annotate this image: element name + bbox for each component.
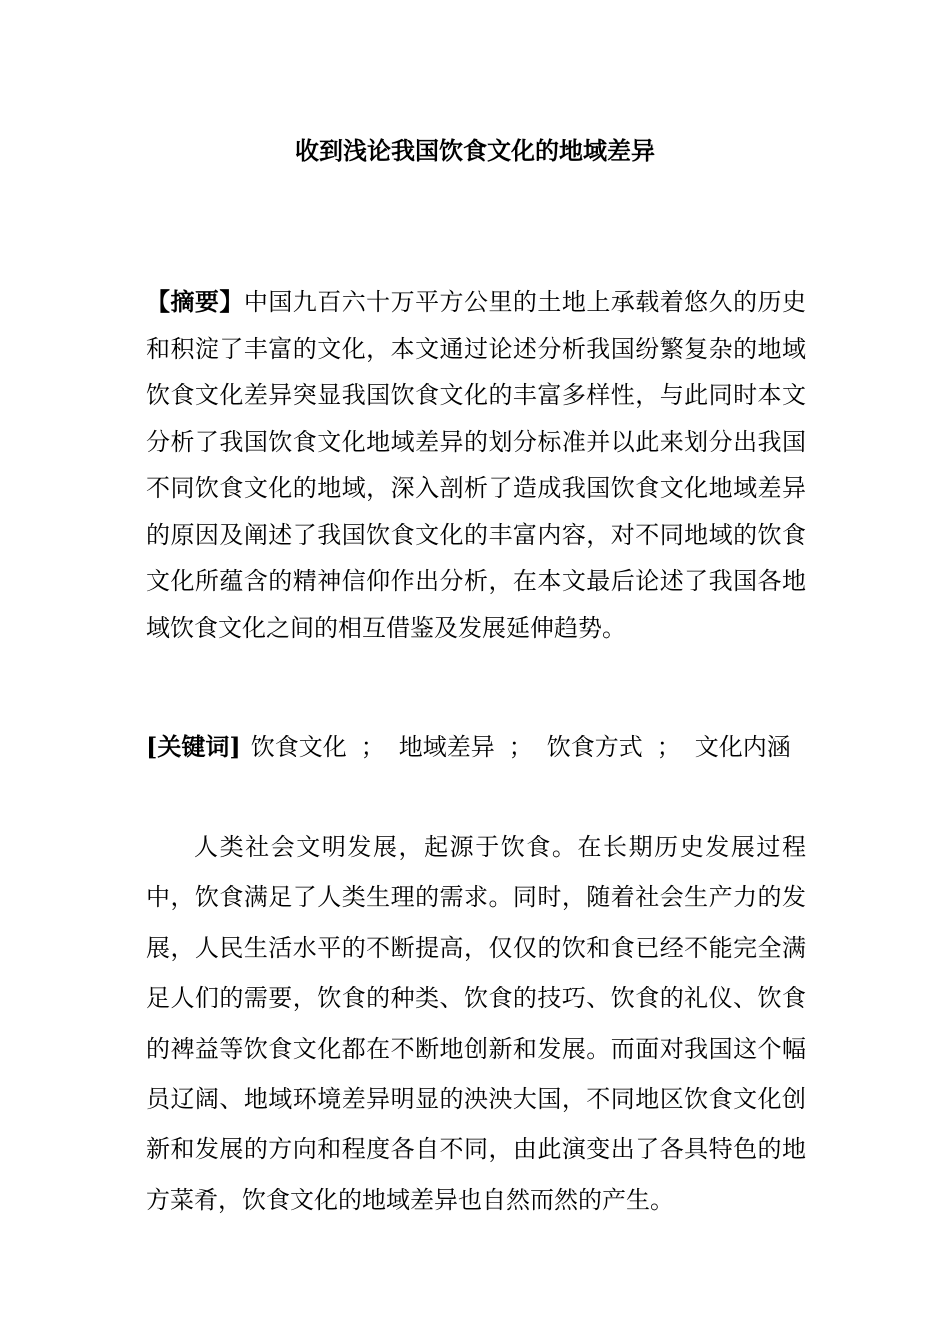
- keyword-item: 地域差异: [398, 733, 495, 761]
- document-title: 收到浅论我国饮食文化的地域差异: [295, 137, 655, 165]
- keywords-line: [146, 727, 826, 767]
- abstract-text: 中国九百六十万平方公里的土地上承载着悠久的历史和积淀了丰富的文化，本文通过论述分析我国纷繁复杂的地域饮食文化差异突显我国饮食文化的丰富多样性，与此同时本文分析了我国饮食文化地域差异的划分标准并以此来划分出我国不同饮食文化的地域，深入剖析了造成我国饮食文化地域差异的原因及阐述了我国饮食文化的丰富内容，对不同地域的饮食文化所蕴含的精神信仰作出分析，在本文最后论述了我国各地域饮食文化之间的相互借鉴及发展延伸趋势。: [146, 288, 807, 642]
- keyword-separator: ；: [656, 733, 681, 761]
- keyword-item: 文化内涵: [694, 733, 791, 761]
- body-paragraph: 人类社会文明发展，起源于饮食。在长期历史发展过程中，饮食满足了人类生理的需求。同时，随着社会生产力的发展，人民生活水平的不断提高，仅仅的饮和食已经不能完全满足人们的需要，饮食的种类、饮食的技巧、饮食的礼仪、饮食的裨益等饮食文化都在不断地创新和发展。而面对我国这个幅员辽阔、地域环境差异明显的泱泱大国，不同地区饮食文化创新和发展的方向和程度各自不同，由此演变出了各具特色的地方菜肴，饮食文化的地域差异也自然而然的产生。: [146, 833, 806, 1214]
- keyword-item: 饮食文化: [250, 733, 347, 761]
- abstract-paragraph: [146, 279, 806, 651]
- abstract-label: 【摘要】: [146, 287, 244, 316]
- keywords-label: [关键词]: [146, 732, 241, 761]
- keyword-separator: ；: [508, 733, 533, 761]
- keyword-separator: ；: [360, 733, 385, 761]
- keyword-item: 饮食方式: [546, 733, 643, 761]
